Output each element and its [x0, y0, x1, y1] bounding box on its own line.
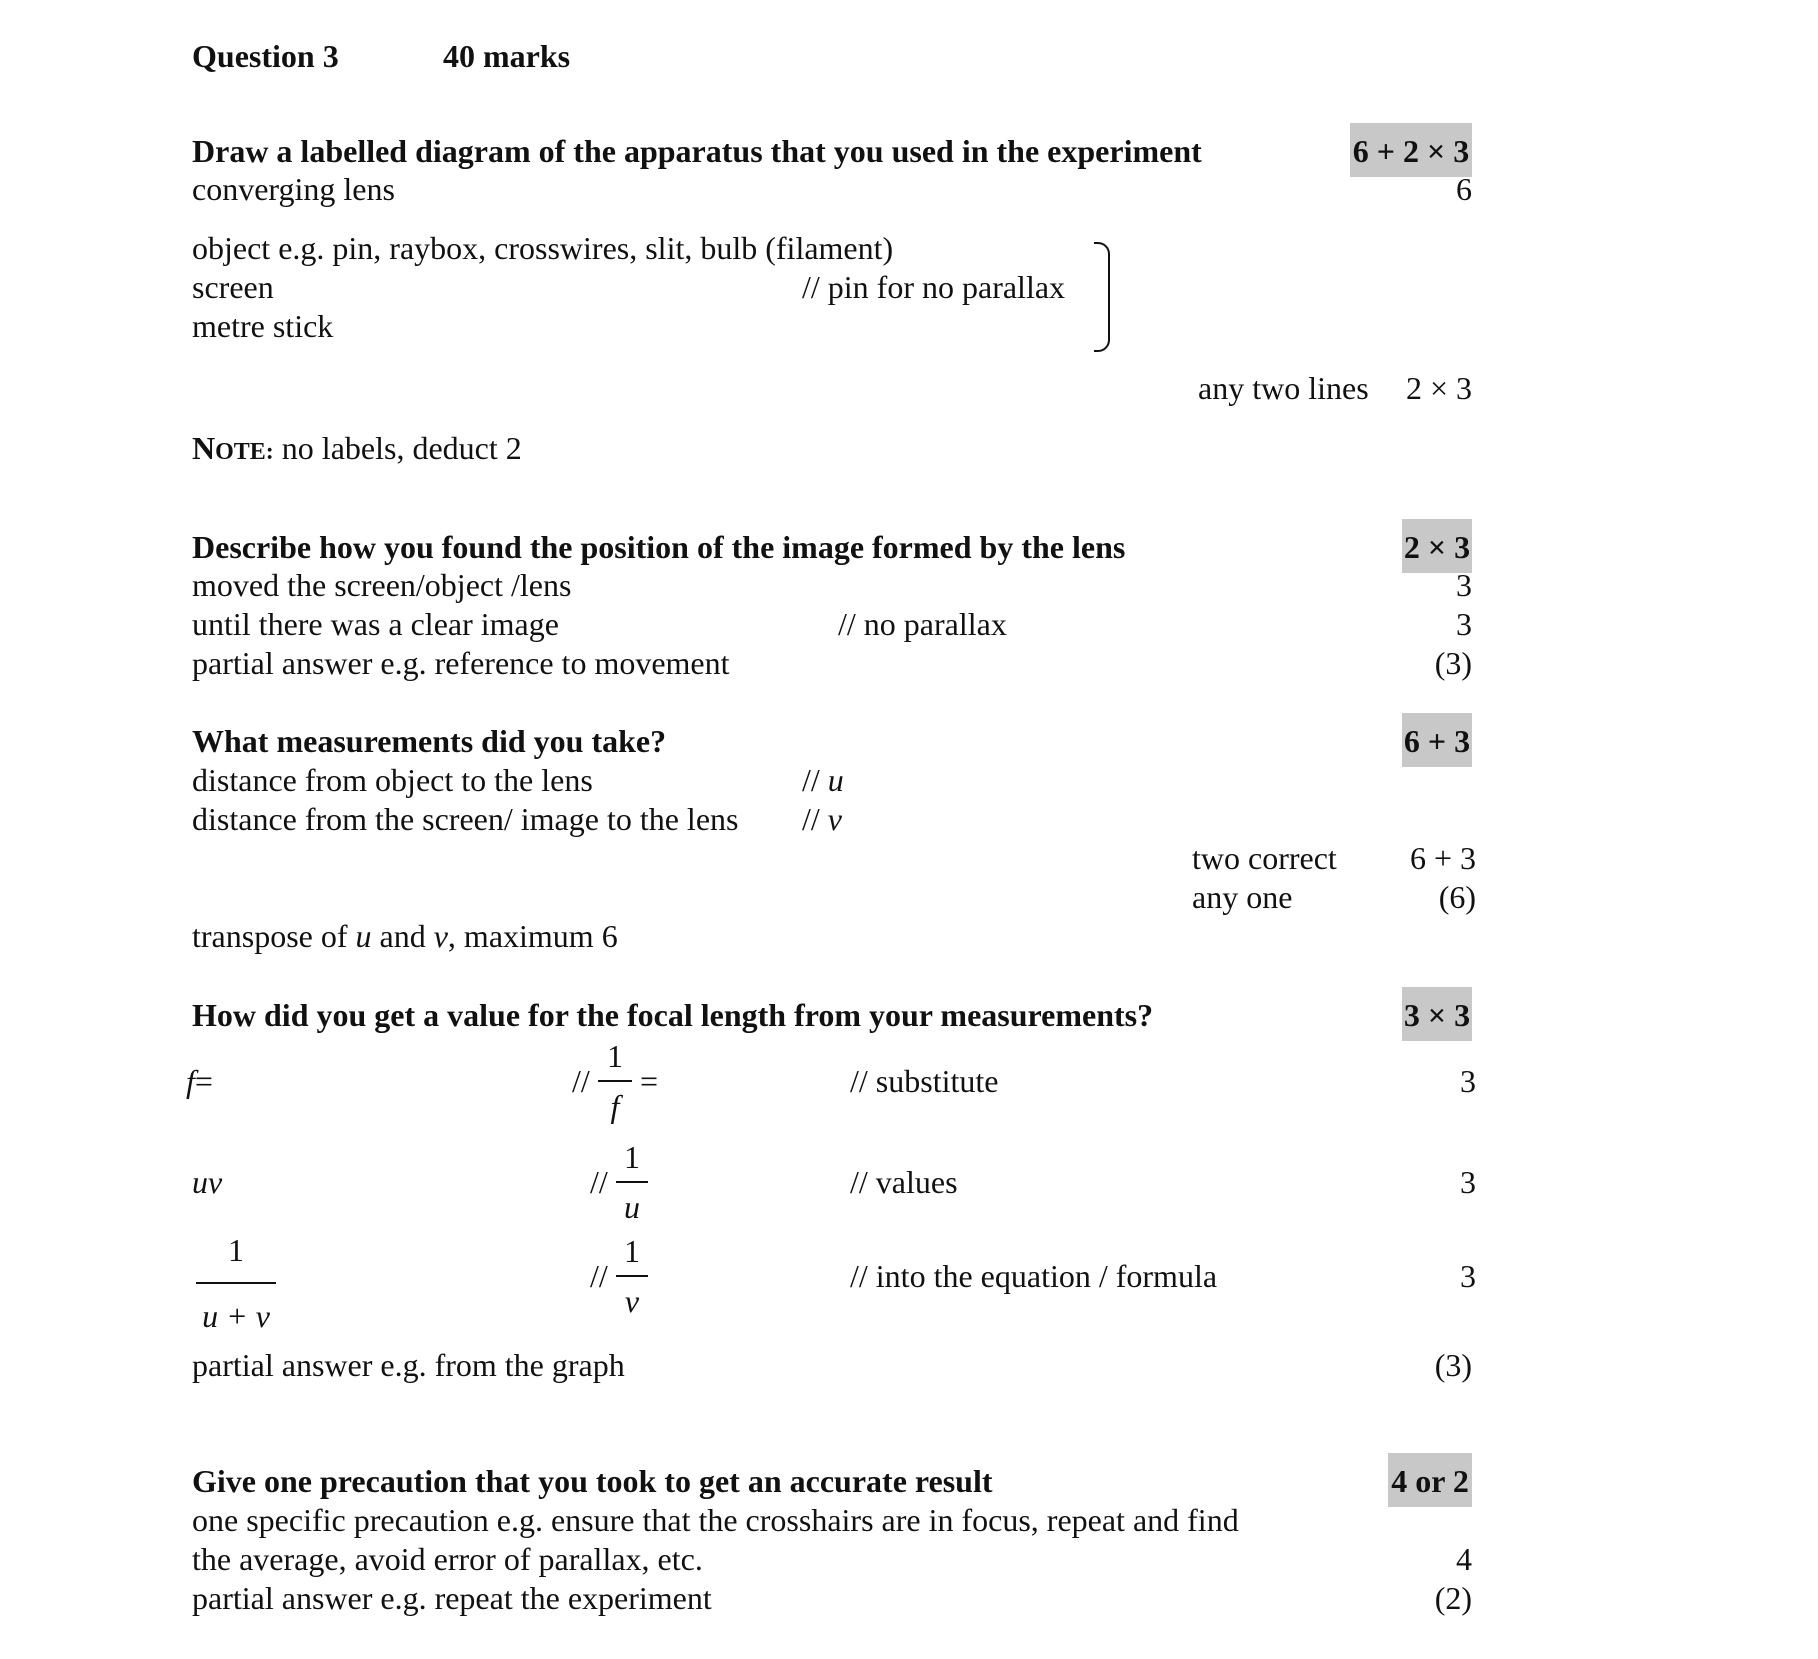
s2-line3: partial answer e.g. reference to movement — [192, 645, 730, 681]
row3-mark: 3 — [1460, 1258, 1476, 1294]
fraction-bar — [616, 1275, 648, 1277]
s2-line1: moved the screen/object /lens — [192, 567, 572, 603]
s1-any-two: any two lines — [1198, 370, 1369, 406]
row1-mark: 3 — [1460, 1063, 1476, 1099]
row2-mark: 3 — [1460, 1164, 1476, 1200]
equals-sign-mid: = — [640, 1063, 659, 1099]
row2-slashes: // — [590, 1164, 608, 1200]
question-marks: 40 marks — [443, 38, 571, 74]
denominator-f: f — [610, 1088, 620, 1124]
s5-heading: Give one precaution that you took to get an accurate result — [192, 1463, 993, 1499]
numerator-one: 1 — [228, 1232, 244, 1268]
s1-screen: screen — [192, 269, 274, 305]
fraction-bar — [616, 1181, 648, 1183]
s1-lens-mark: 6 — [1456, 171, 1472, 207]
s3-line2-alt-prefix: // — [802, 801, 828, 837]
fraction-one-over-v — [616, 1235, 648, 1317]
s2-marks-badge: 2 × 3 — [1402, 519, 1472, 573]
fraction-bar — [598, 1080, 632, 1082]
s2-line2-mark: 3 — [1456, 606, 1472, 642]
s3-line1: distance from object to the lens — [192, 762, 593, 798]
s2-line2: until there was a clear image — [192, 606, 559, 642]
s5-line1: one specific precaution e.g. ensure that the crosshairs are in focus, repeat and find — [192, 1502, 1239, 1538]
s3-any-one-mark: (6) — [1438, 879, 1476, 915]
s3-two-correct-mark: 6 + 3 — [1409, 840, 1476, 876]
s3-line2-alt — [802, 803, 842, 835]
s1-metre-stick: metre stick — [192, 308, 334, 344]
fraction-bar — [196, 1282, 276, 1284]
fraction-one-over-u-plus-v — [196, 1234, 276, 1332]
s3-line1-alt-prefix: // — [802, 762, 828, 798]
s2-heading: Describe how you found the position of the image formed by the lens — [192, 529, 1126, 565]
s3-marks-badge: 6 + 3 — [1402, 713, 1472, 767]
s3-v-var: v — [827, 801, 842, 837]
s5-line2: the average, avoid error of parallax, etc. — [192, 1541, 703, 1577]
f-var-left: f — [186, 1063, 195, 1099]
s3-transpose-b: and — [371, 918, 434, 954]
s3-transpose-v: v — [433, 918, 448, 954]
denominator-v: v — [624, 1283, 640, 1319]
row1-slashes: // — [572, 1063, 590, 1099]
fraction-one-over-f — [598, 1040, 632, 1122]
s1-any-two-mark: 2 × 3 — [1405, 370, 1472, 406]
s3-transpose-a: transpose of — [192, 918, 356, 954]
uv-numerator: uv — [192, 1164, 223, 1200]
s1-object: object e.g. pin, raybox, crosswires, slit, bulb (filament) — [192, 230, 894, 266]
right-brace — [1094, 242, 1110, 352]
s3-u-var: u — [827, 762, 844, 798]
s4-partial: partial answer e.g. from the graph — [192, 1347, 625, 1383]
s5-line2-mark: 4 — [1456, 1541, 1472, 1577]
s4-marks-badge: 3 × 3 — [1402, 987, 1472, 1041]
row3-slashes: // — [590, 1258, 608, 1294]
s3-heading: What measurements did you take? — [192, 723, 667, 759]
s5-marks-badge: 4 or 2 — [1388, 1453, 1472, 1507]
into-equation-label: // into the equation / formula — [850, 1258, 1218, 1294]
numerator-one: 1 — [624, 1233, 640, 1269]
s2-line3-mark: (3) — [1434, 645, 1472, 681]
s2-line1-mark: 3 — [1456, 567, 1472, 603]
numerator-one: 1 — [607, 1038, 623, 1074]
note-label-n: N — [192, 430, 216, 466]
s1-note — [192, 432, 522, 464]
s5-line3: partial answer e.g. repeat the experiment — [192, 1580, 712, 1616]
s3-transpose-u: u — [355, 918, 372, 954]
equals-sign-left: = — [194, 1063, 213, 1099]
s1-heading: Draw a labelled diagram of the apparatus that you used in the experiment — [192, 133, 1202, 169]
question-number: Question 3 — [192, 38, 339, 74]
s3-any-one: any one — [1192, 879, 1293, 915]
s3-transpose — [192, 920, 618, 952]
s5-line3-mark: (2) — [1434, 1580, 1472, 1616]
s2-line2-alt: // no parallax — [838, 606, 1007, 642]
s3-line1-alt — [802, 764, 844, 796]
s4-partial-mark: (3) — [1434, 1347, 1472, 1383]
substitute-label: // substitute — [850, 1063, 999, 1099]
s4-heading: How did you get a value for the focal length from your measurements? — [192, 997, 1154, 1033]
numerator-one: 1 — [624, 1139, 640, 1175]
values-label: // values — [850, 1164, 958, 1200]
note-text: no labels, deduct 2 — [273, 430, 522, 466]
s3-line2: distance from the screen/ image to the lens — [192, 801, 739, 837]
s1-marks-badge: 6 + 2 × 3 — [1350, 123, 1472, 177]
s1-screen-alt: // pin for no parallax — [802, 269, 1066, 305]
fraction-one-over-u — [616, 1141, 648, 1223]
s1-lens: converging lens — [192, 171, 395, 207]
s3-transpose-c: , maximum 6 — [447, 918, 618, 954]
f-equals — [186, 1065, 213, 1097]
note-label-rest: OTE: — [215, 439, 274, 465]
denominator-u-plus-v: u + v — [202, 1298, 270, 1334]
denominator-u: u — [624, 1189, 640, 1225]
s3-two-correct: two correct — [1192, 840, 1337, 876]
